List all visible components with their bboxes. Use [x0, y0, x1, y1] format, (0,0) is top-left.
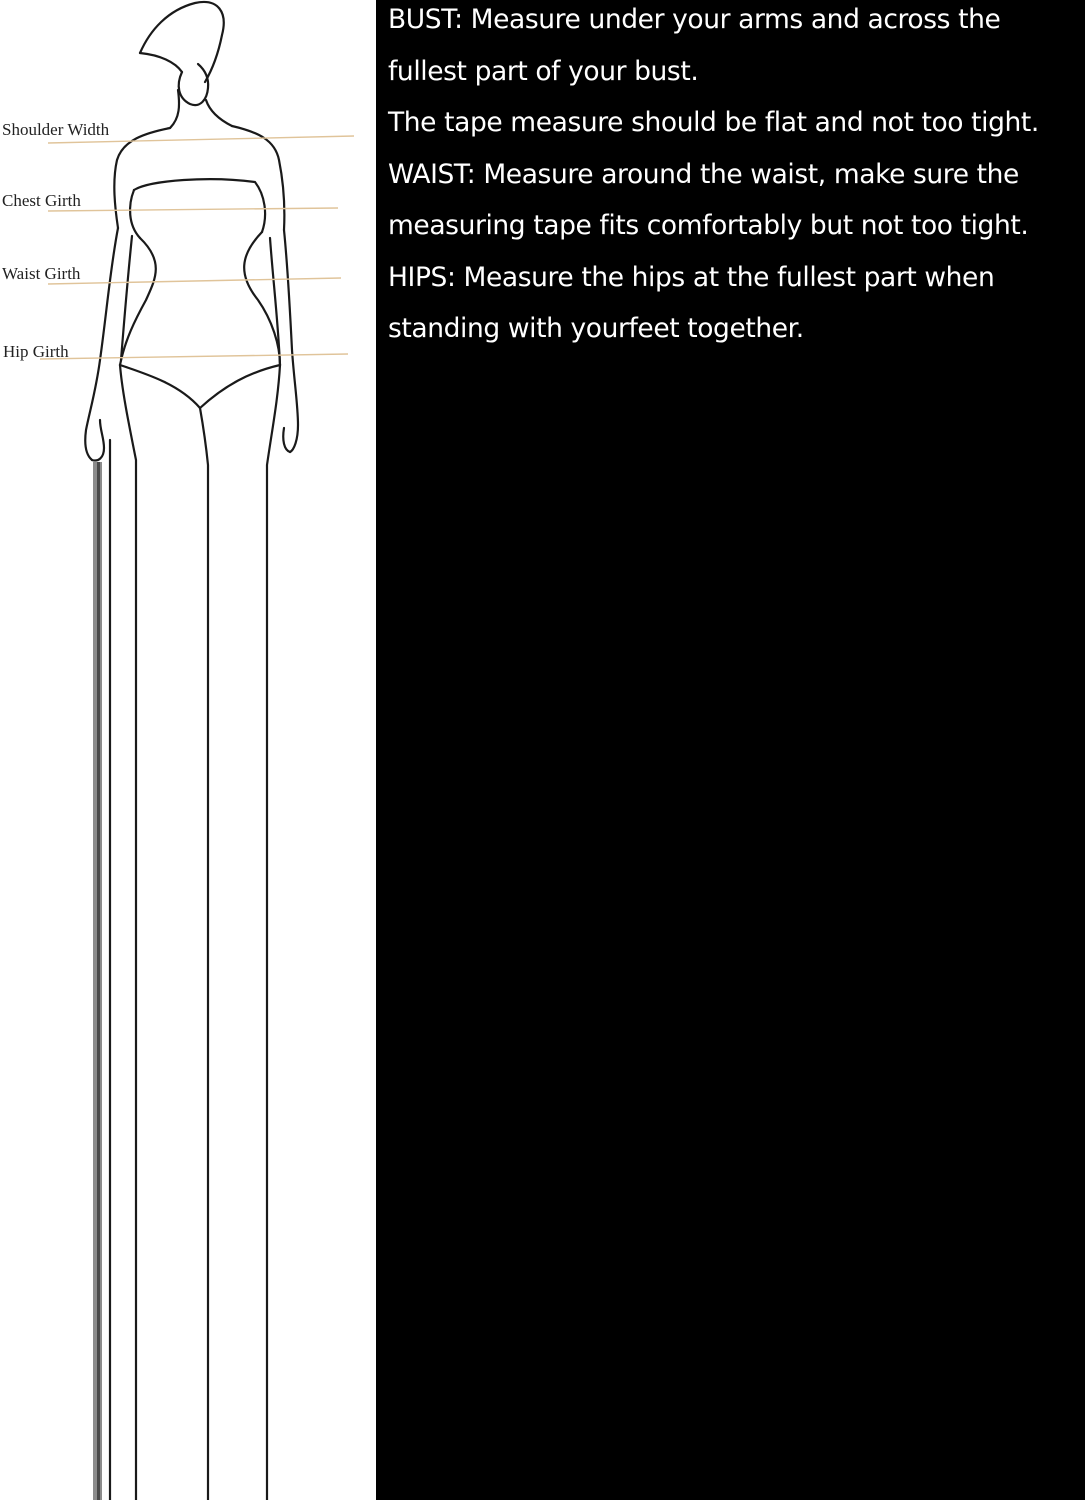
chest-girth-label: Chest Girth — [2, 191, 81, 210]
neck-right — [206, 100, 232, 126]
body-silhouette-illustration — [0, 0, 376, 1500]
waist-instruction: WAIST: Measure around the waist, make sure the measuring tape fits comfortably but not too tight. — [388, 158, 1029, 241]
hip-line-right — [200, 365, 280, 408]
leg-outer-right — [267, 365, 280, 1500]
tape-instruction: The tape measure should be flat and not too tight. — [388, 107, 1039, 138]
hip-line-left — [120, 365, 200, 408]
arm-right — [284, 230, 298, 452]
shoulder-right — [232, 126, 284, 230]
leg-inner-left — [200, 408, 208, 1500]
chest-measure-line — [48, 208, 338, 211]
shoulder-left — [114, 128, 170, 228]
neck-left — [170, 90, 179, 128]
measurement-instructions — [388, 0, 1080, 355]
face-outline — [179, 64, 208, 105]
bodice-left-side — [130, 190, 140, 238]
hand-left — [92, 420, 104, 461]
hand-right — [283, 428, 290, 452]
hip-measure-line — [40, 354, 348, 359]
shoulder-width-label: Shoulder Width — [2, 120, 110, 139]
garment-edge-bar-shadow — [97, 462, 100, 1500]
waist-measure-line — [48, 278, 341, 284]
bust-left — [134, 179, 265, 232]
bust-instruction: BUST: Measure under your arms and across the fullest part of your bust. — [388, 4, 1001, 87]
hair-strand — [140, 53, 182, 72]
arm-left — [85, 228, 118, 460]
hips-instruction: HIPS: Measure the hips at the fullest part when standing with yourfeet together. — [388, 261, 995, 344]
hip-girth-label: Hip Girth — [3, 342, 69, 361]
instructions-panel — [376, 0, 1085, 1500]
leg-outer-left — [120, 365, 136, 1500]
arm-right-inner — [270, 238, 280, 365]
body-figure-panel — [0, 0, 376, 1500]
waist-girth-label: Waist Girth — [2, 264, 81, 283]
